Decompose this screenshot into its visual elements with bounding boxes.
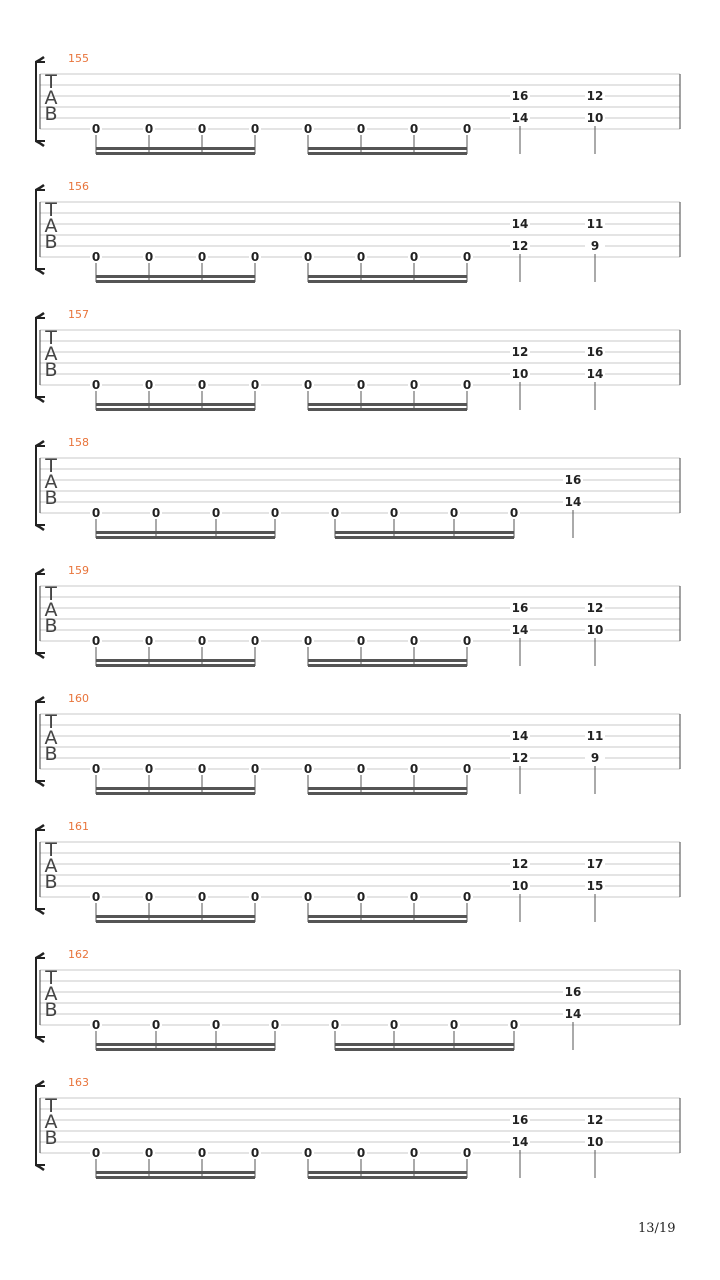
fret-number: 0 [211,1018,221,1032]
tab-clef-letter: T [45,455,57,477]
fret-number: 0 [409,378,419,392]
fret-number: 0 [91,1018,101,1032]
fret-number: 0 [144,634,154,648]
beam-primary [96,659,255,662]
measure-number: 155 [68,52,89,65]
beam-primary [96,915,255,918]
fret-number: 0 [144,1146,154,1160]
fret-number: 9 [590,751,600,765]
tab-clef-letter: A [44,343,58,365]
measure-number: 158 [68,436,89,449]
beam-secondary [308,792,467,795]
beam-primary [96,787,255,790]
tab-clef-letter: B [44,1127,58,1149]
fret-number: 0 [509,506,519,520]
tab-clef-letter: B [44,999,58,1021]
fret-number: 0 [462,634,472,648]
fret-number: 12 [586,89,604,103]
beam-secondary [96,536,275,539]
fret-number: 0 [356,634,366,648]
fret-number: 16 [511,1113,529,1127]
fret-number: 0 [197,634,207,648]
beam-secondary [96,1176,255,1179]
fret-number: 0 [197,378,207,392]
tab-clef-letter: T [45,711,57,733]
beam-secondary [308,152,467,155]
fret-number: 0 [509,1018,519,1032]
fret-number: 0 [356,890,366,904]
fret-number: 0 [409,634,419,648]
beam-primary [96,275,255,278]
beam-primary [308,659,467,662]
fret-number: 0 [250,250,260,264]
tab-clef-letter: B [44,871,58,893]
tab-clef-letter: T [45,839,57,861]
fret-number: 0 [356,122,366,136]
tab-clef-letter: T [45,327,57,349]
fret-number: 14 [511,623,529,637]
measure-number: 163 [68,1076,89,1089]
fret-number: 10 [586,623,604,637]
beam-secondary [96,152,255,155]
fret-number: 12 [511,345,529,359]
beam-primary [308,403,467,406]
fret-number: 0 [144,762,154,776]
fret-number: 0 [151,1018,161,1032]
tab-clef-letter: T [45,71,57,93]
fret-number: 0 [330,506,340,520]
fret-number: 0 [462,762,472,776]
tab-clef-letter: A [44,1111,58,1133]
tab-clef-letter: T [45,1095,57,1117]
tab-clef-letter: B [44,743,58,765]
tab-clef-letter: A [44,215,58,237]
fret-number: 0 [303,762,313,776]
fret-number: 0 [197,250,207,264]
fret-number: 14 [586,367,604,381]
fret-number: 12 [586,1113,604,1127]
beam-secondary [96,1048,275,1051]
beam-primary [335,1043,514,1046]
fret-number: 0 [250,890,260,904]
beam-secondary [308,920,467,923]
tab-clef-letter: A [44,87,58,109]
fret-number: 0 [144,122,154,136]
measure-number: 161 [68,820,89,833]
fret-number: 0 [144,890,154,904]
fret-number: 16 [511,89,529,103]
fret-number: 0 [197,890,207,904]
fret-number: 17 [586,857,604,871]
beam-secondary [335,536,514,539]
beam-secondary [96,408,255,411]
fret-number: 0 [144,378,154,392]
fret-number: 0 [91,762,101,776]
fret-number: 0 [91,378,101,392]
fret-number: 11 [586,217,604,231]
fret-number: 0 [389,1018,399,1032]
measure-number: 159 [68,564,89,577]
fret-number: 0 [462,250,472,264]
beam-primary [96,403,255,406]
beam-primary [96,147,255,150]
fret-number: 0 [270,1018,280,1032]
fret-number: 0 [250,1146,260,1160]
measure-number: 156 [68,180,89,193]
fret-number: 0 [356,762,366,776]
fret-number: 0 [462,122,472,136]
fret-number: 0 [250,378,260,392]
tab-clef-letter: B [44,103,58,125]
fret-number: 14 [511,729,529,743]
beam-secondary [96,920,255,923]
tab-clef-letter: T [45,583,57,605]
beam-secondary [335,1048,514,1051]
beam-secondary [96,792,255,795]
fret-number: 0 [409,1146,419,1160]
beam-primary [308,787,467,790]
beam-secondary [308,280,467,283]
fret-number: 15 [586,879,604,893]
fret-number: 0 [303,378,313,392]
fret-number: 14 [511,111,529,125]
measure-number: 162 [68,948,89,961]
fret-number: 0 [91,890,101,904]
fret-number: 16 [564,473,582,487]
fret-number: 0 [409,890,419,904]
fret-number: 0 [356,1146,366,1160]
fret-number: 16 [564,985,582,999]
fret-number: 0 [303,890,313,904]
beam-secondary [308,408,467,411]
page-number: 13/19 [638,1221,676,1236]
tab-clef-letter: T [45,199,57,221]
tab-clef-letter: A [44,855,58,877]
fret-number: 16 [511,601,529,615]
fret-number: 0 [151,506,161,520]
fret-number: 0 [449,1018,459,1032]
fret-number: 10 [586,1135,604,1149]
beam-primary [335,531,514,534]
fret-number: 0 [197,762,207,776]
fret-number: 0 [91,634,101,648]
fret-number: 14 [564,495,582,509]
fret-number: 12 [511,857,529,871]
fret-number: 0 [91,506,101,520]
beam-secondary [96,664,255,667]
beam-primary [308,1171,467,1174]
fret-number: 12 [511,751,529,765]
fret-number: 0 [250,762,260,776]
tab-clef-letter: A [44,727,58,749]
fret-number: 16 [586,345,604,359]
fret-number: 9 [590,239,600,253]
beam-secondary [308,664,467,667]
tab-clef-letter: A [44,471,58,493]
fret-number: 0 [409,250,419,264]
fret-number: 0 [303,1146,313,1160]
fret-number: 0 [91,250,101,264]
fret-number: 0 [144,250,154,264]
measure-number: 157 [68,308,89,321]
fret-number: 10 [511,367,529,381]
fret-number: 0 [91,1146,101,1160]
fret-number: 0 [197,122,207,136]
fret-number: 0 [462,890,472,904]
fret-number: 0 [449,506,459,520]
fret-number: 0 [270,506,280,520]
fret-number: 0 [211,506,221,520]
fret-number: 12 [586,601,604,615]
beam-primary [96,531,275,534]
tab-clef-letter: B [44,231,58,253]
fret-number: 0 [356,250,366,264]
fret-number: 0 [303,250,313,264]
fret-number: 0 [409,122,419,136]
measure-number: 160 [68,692,89,705]
fret-number: 14 [511,1135,529,1149]
tab-clef-letter: B [44,487,58,509]
tab-clef-letter: A [44,983,58,1005]
tab-clef-letter: B [44,359,58,381]
fret-number: 0 [462,1146,472,1160]
beam-primary [308,915,467,918]
fret-number: 0 [409,762,419,776]
fret-number: 14 [564,1007,582,1021]
beam-secondary [308,1176,467,1179]
beam-primary [96,1043,275,1046]
fret-number: 0 [356,378,366,392]
fret-number: 12 [511,239,529,253]
fret-number: 0 [389,506,399,520]
tab-clef-letter: B [44,615,58,637]
beam-secondary [96,280,255,283]
fret-number: 0 [330,1018,340,1032]
fret-number: 14 [511,217,529,231]
tab-clef-letter: A [44,599,58,621]
tab-clef-letter: T [45,967,57,989]
beam-primary [96,1171,255,1174]
fret-number: 0 [250,634,260,648]
fret-number: 0 [462,378,472,392]
beam-primary [308,147,467,150]
fret-number: 10 [586,111,604,125]
fret-number: 10 [511,879,529,893]
beam-primary [308,275,467,278]
fret-number: 11 [586,729,604,743]
fret-number: 0 [197,1146,207,1160]
fret-number: 0 [250,122,260,136]
fret-number: 0 [91,122,101,136]
fret-number: 0 [303,122,313,136]
fret-number: 0 [303,634,313,648]
